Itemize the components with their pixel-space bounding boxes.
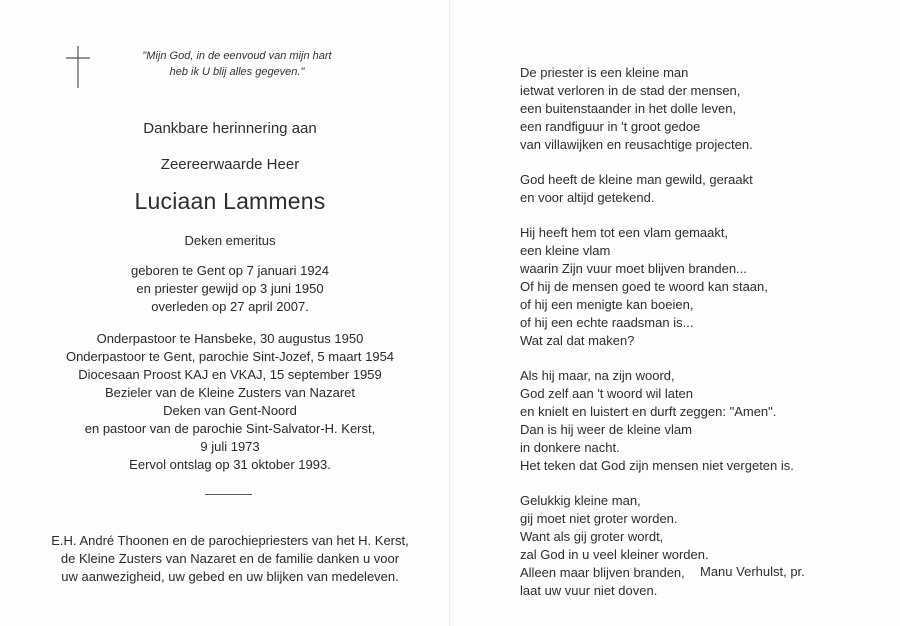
poem-line: een randfiguur in 't groot gedoe: [520, 119, 701, 134]
divider: [205, 494, 252, 495]
poem-line: God zelf aan 't woord wil laten: [520, 386, 694, 401]
poem-author: Manu Verhulst, pr.: [700, 564, 805, 579]
honorific: Zeereerwaarde Heer: [160, 156, 300, 173]
fold-line: [449, 0, 450, 626]
career-line: Bezieler van de Kleine Zusters van Nazaret: [104, 385, 355, 400]
deceased-title: Deken emeritus: [184, 233, 276, 248]
poem-line: of hij een echte raadsman is...: [520, 315, 694, 330]
poem-line: God heeft de kleine man gewild, geraakt: [520, 172, 753, 187]
poem-line: Als hij maar, na zijn woord,: [520, 368, 675, 383]
poem-stanza: [520, 64, 794, 154]
career-line: Eervol ontslag op 31 oktober 1993.: [129, 457, 331, 472]
poem-line: laat uw vuur niet doven.: [520, 583, 658, 598]
intro-text: Dankbare herinnering aan: [143, 120, 317, 137]
life-date-line: overleden op 27 april 2007.: [151, 299, 309, 314]
poem-stanza: [520, 492, 794, 600]
poem-line: een kleine vlam: [520, 243, 611, 258]
life-date-line: en priester gewijd op 3 juni 1950: [136, 281, 324, 296]
poem-stanza: [520, 367, 794, 475]
career-line: Onderpastoor te Hansbeke, 30 augustus 1950: [96, 331, 364, 346]
poem-line: Of hij de mensen goed te woord kan staan,: [520, 279, 768, 294]
poem: [520, 64, 794, 617]
poem-line: en knielt en luistert en durft zeggen: "Amen".: [520, 404, 777, 419]
poem-stanza: [520, 224, 794, 350]
career-line: en pastoor van de parochie Sint-Salvator-H. Kerst,: [84, 421, 376, 436]
poem-line: zal God in u veel kleiner worden.: [520, 547, 709, 562]
poem-stanza: [520, 171, 794, 207]
poem-line: of hij een menigte kan boeien,: [520, 297, 694, 312]
poem-line: van villawijken en reusachtige projecten.: [520, 137, 753, 152]
thanks-line: E.H. André Thoonen en de parochiepriesters van het H. Kerst,: [51, 533, 409, 548]
poem-line: Het teken dat God zijn mensen niet vergeten is.: [520, 458, 794, 473]
career-line: 9 juli 1973: [200, 439, 260, 454]
thanks-line: uw aanwezigheid, uw gebed en uw blijken van medeleven.: [61, 569, 399, 584]
poem-line: in donkere nacht.: [520, 440, 620, 455]
poem-line: ietwat verloren in de stad der mensen,: [520, 83, 741, 98]
poem-line: Wat zal dat maken?: [520, 333, 635, 348]
career-line: Deken van Gent-Noord: [163, 403, 297, 418]
poem-line: Alleen maar blijven branden,: [520, 565, 685, 580]
thanks-paragraph: [20, 532, 440, 586]
poem-line: Dan is hij weer de kleine vlam: [520, 422, 692, 437]
life-dates: [30, 262, 430, 316]
thanks-line: de Kleine Zusters van Nazaret en de familie danken u voor: [60, 551, 400, 566]
poem-line: Hij heeft hem tot een vlam gemaakt,: [520, 225, 729, 240]
motto-quote: [110, 48, 364, 80]
poem-line: een buitenstaander in het dolle leven,: [520, 101, 737, 116]
poem-line: waarin Zijn vuur moet blijven branden...: [520, 261, 747, 276]
poem-line: De priester is een kleine man: [520, 65, 689, 80]
poem-line: gij moet niet groter worden.: [520, 511, 678, 526]
poem-line: Gelukkig kleine man,: [520, 493, 641, 508]
motto-line: "Mijn God, in de eenvoud van mijn hart: [142, 50, 332, 62]
career-line: Onderpastoor te Gent, parochie Sint-Jozef, 5 maart 1954: [65, 349, 395, 364]
poem-line: en voor altijd getekend.: [520, 190, 655, 205]
deceased-name: Luciaan Lammens: [134, 188, 326, 214]
motto-line: heb ik U blij alles gegeven.": [169, 66, 305, 78]
career-list: [30, 330, 430, 474]
poem-line: Want als gij groter wordt,: [520, 529, 664, 544]
career-line: Diocesaan Proost KAJ en VKAJ, 15 september 1959: [78, 367, 382, 382]
cross-icon: [66, 46, 90, 88]
life-date-line: geboren te Gent op 7 januari 1924: [130, 263, 330, 278]
